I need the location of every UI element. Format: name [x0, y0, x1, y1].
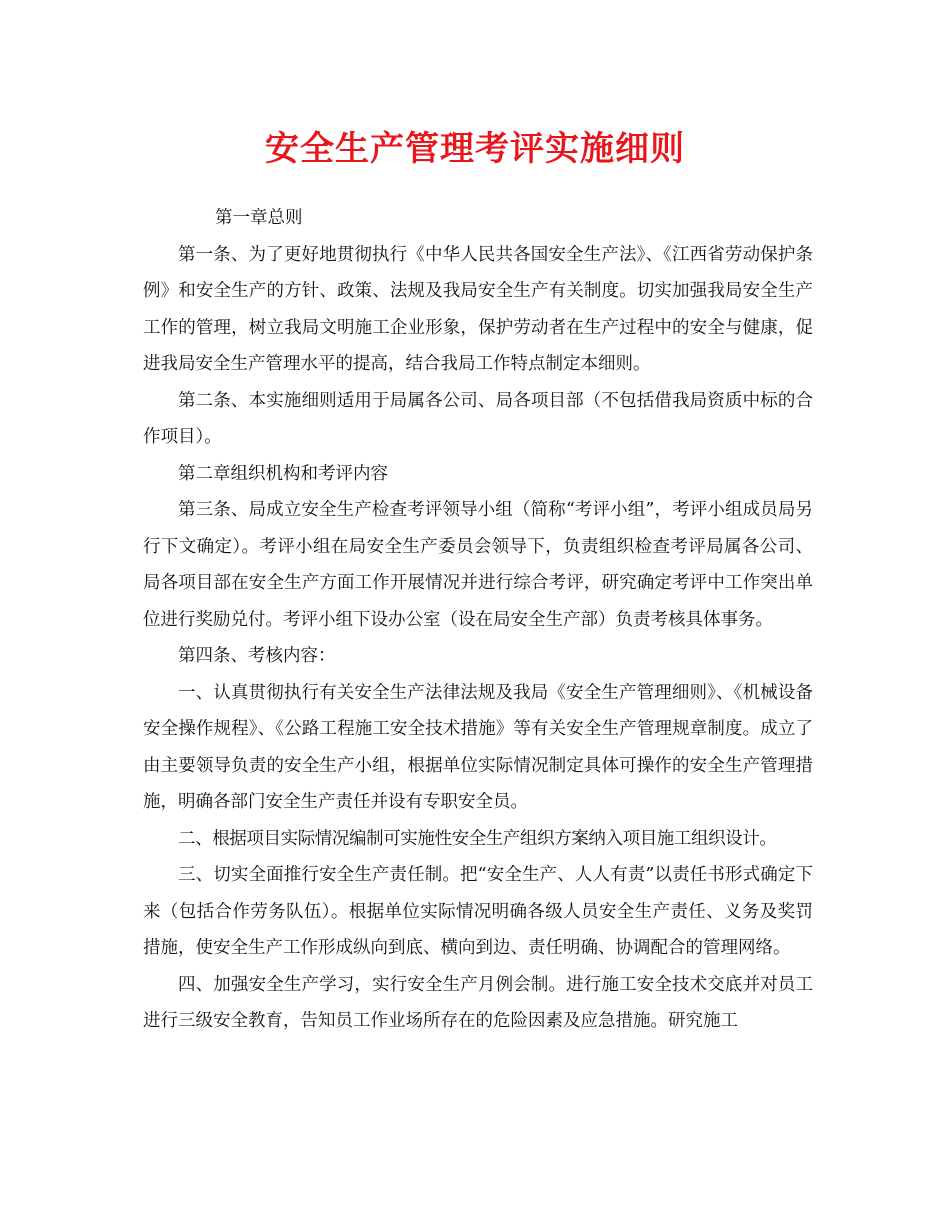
document-body [143, 200, 813, 1040]
clause-paragraph: 二、根据项目实际情况编制可实施性安全生产组织方案纳入项目施工组织设计。 [178, 828, 777, 849]
document-title: 安全生产管理考评实施细则 [265, 129, 685, 169]
chapter-heading: 第二章组织机构和考评内容 [178, 463, 388, 484]
article-paragraph: 第四条、考核内容： [178, 646, 336, 666]
article-paragraph: 第二条、本实施细则适用于局属各公司、局各项目部（不包括借我局资质中标的合作项目）。 [143, 390, 813, 447]
article-paragraph: 第三条、局成立安全生产检查考评领导小组（简称“考评小组”，考评小组成员局另行下文确定）。考评小组在局安全生产委员会领导下，负责组织检查考评局属各公司、局各项目部在安全生产方面工作开展情况并进行综合考评，研究确定考评中工作突出单位进行奖励兑付。考评小组下设办公室（设在局安全生产部）负责考核具体事务。 [143, 500, 813, 630]
clause-paragraph: 一、认真贯彻执行有关安全生产法律法规及我局《安全生产管理细则》、《机械设备安全操作规程》、《公路工程施工安全技术措施》等有关安全生产管理规章制度。成立了由主要领导负责的安全生产小组，根据单位实际情况制定具体可操作的安全生产管理措施，明确各部门安全生产责任并设有专职安全员。 [143, 682, 813, 812]
clause-paragraph: 三、切实全面推行安全生产责任制。把“安全生产、人人有责”以责任书形式确定下来（包括合作劳务队伍）。根据单位实际情况明确各级人员安全生产责任、义务及奖罚措施，使安全生产工作形成纵向到底、横向到边、责任明确、协调配合的管理网络。 [143, 865, 813, 958]
article-paragraph: 第一条、为了更好地贯彻执行《中华人民共各国安全生产法》、《江西省劳动保护条例》和安全生产的方针、政策、法规及我局安全生产有关制度。切实加强我局安全生产工作的管理，树立我局文明施工企业形象，保护劳动者在生产过程中的安全与健康，促进我局安全生产管理水平的提高，结合我局工作特点制定本细则。 [143, 244, 813, 374]
clause-paragraph: 四、加强安全生产学习，实行安全生产月例会制。进行施工安全技术交底并对员工进行三级安全教育，告知员工作业场所存在的危险因素及应急措施。研究施工 [143, 974, 813, 1031]
chapter-heading: 第一章总则 [215, 208, 303, 228]
